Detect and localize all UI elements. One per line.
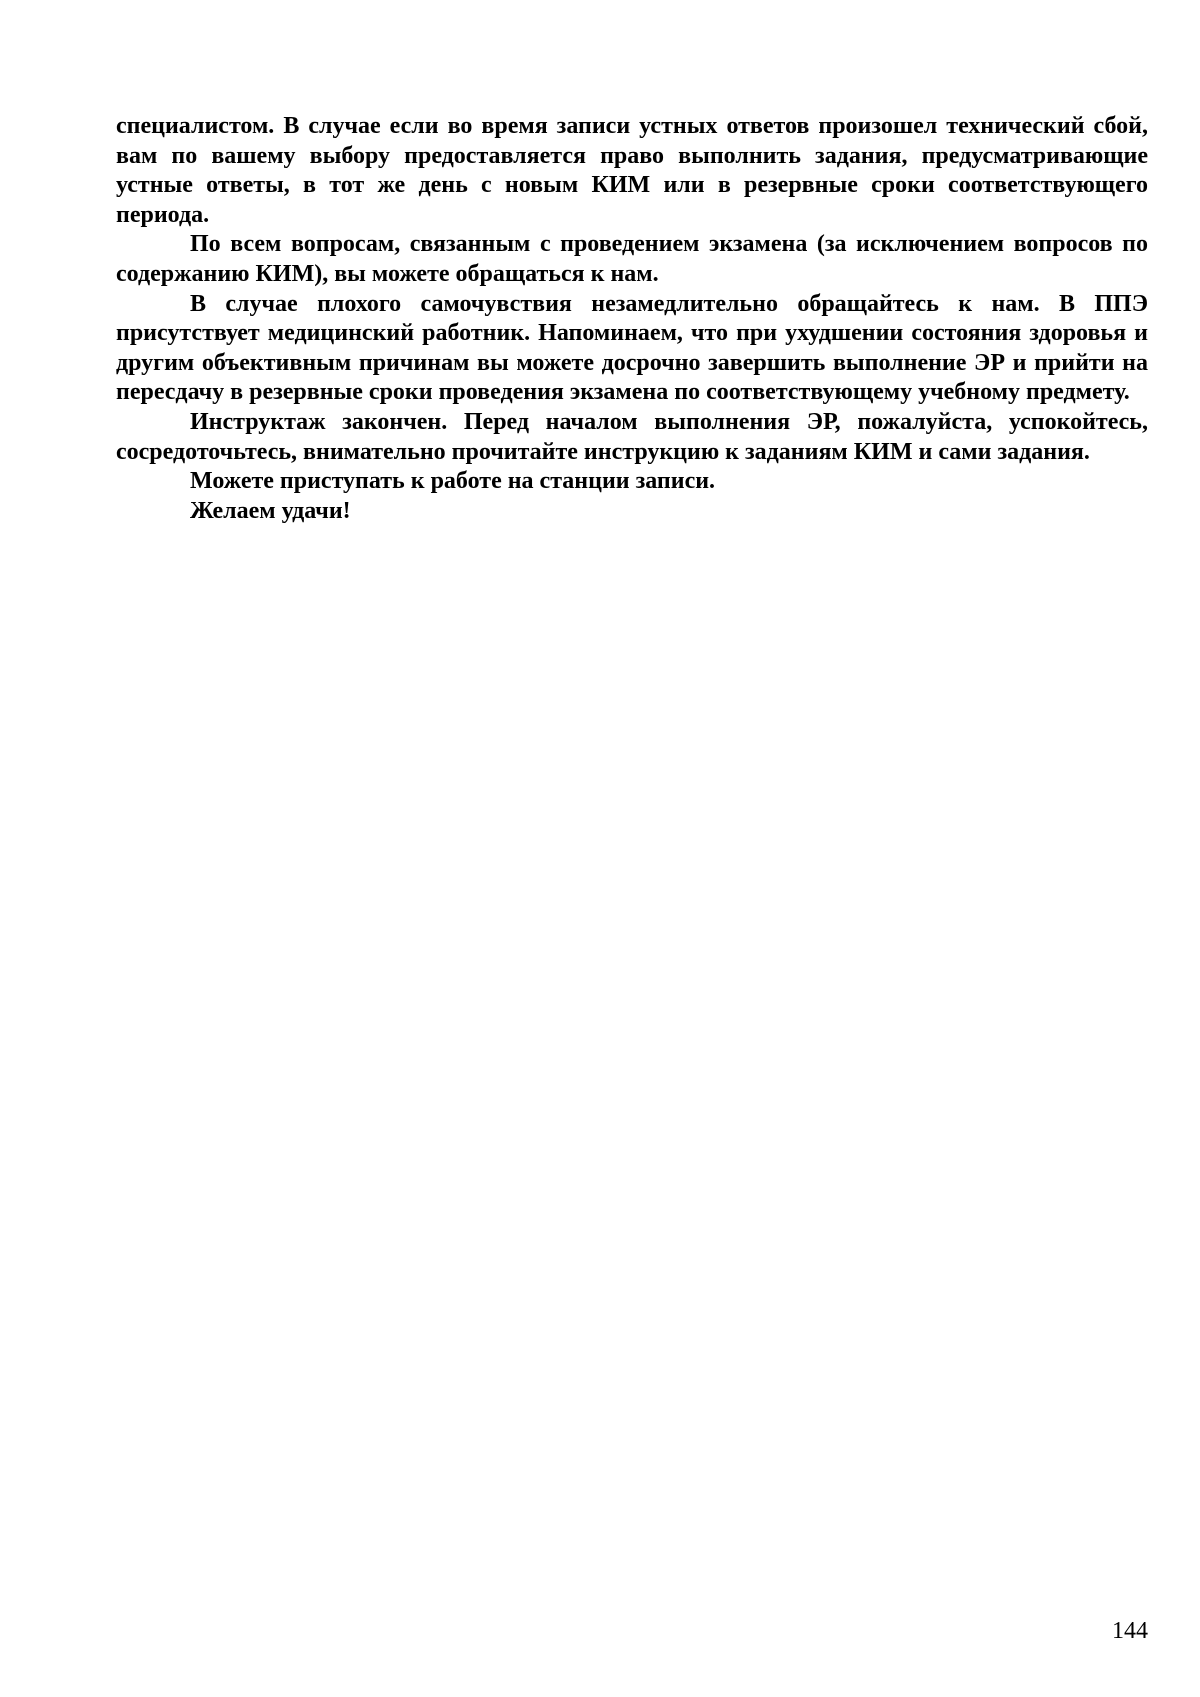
body-text: [116, 112, 1148, 526]
paragraph-questions: По всем вопросам, связанным с проведением экзамена (за исключением вопросов по содержанию КИМ), вы можете обращаться к нам.: [116, 231, 1148, 287]
paragraph-briefing-finished: Инструктаж закончен. Перед началом выполнения ЭР, пожалуйста, успокойтесь, сосредоточьтесь, внимательно прочитайте инструкцию к заданиям КИМ и сами задания.: [116, 408, 1148, 465]
paragraph-wellbeing: В случае плохого самочувствия незамедлительно обращайтесь к нам. В ППЭ присутствует медицинский работник. Напоминаем, что при ухудшении состояния здоровья и другим объективным причинам вы можете досрочно завершить выполнение ЭР и прийти на пересдачу в резервные сроки проведения экзамена по соответствующему учебному предмету.: [116, 290, 1148, 406]
paragraph-start-work: Можете приступать к работе на станции записи.: [190, 468, 716, 495]
paragraph-recording-failure: специалистом. В случае если во время записи устных ответов произошел технический сбой, вам по вашему выбору предоставляется право выполнить задания, предусматривающие устные ответы, в тот же день с новым КИМ или в резервные сроки соответствующего периода.: [116, 113, 1148, 228]
paragraph-good-luck: Желаем удачи!: [190, 497, 351, 524]
page-number: 144: [1112, 1618, 1148, 1644]
